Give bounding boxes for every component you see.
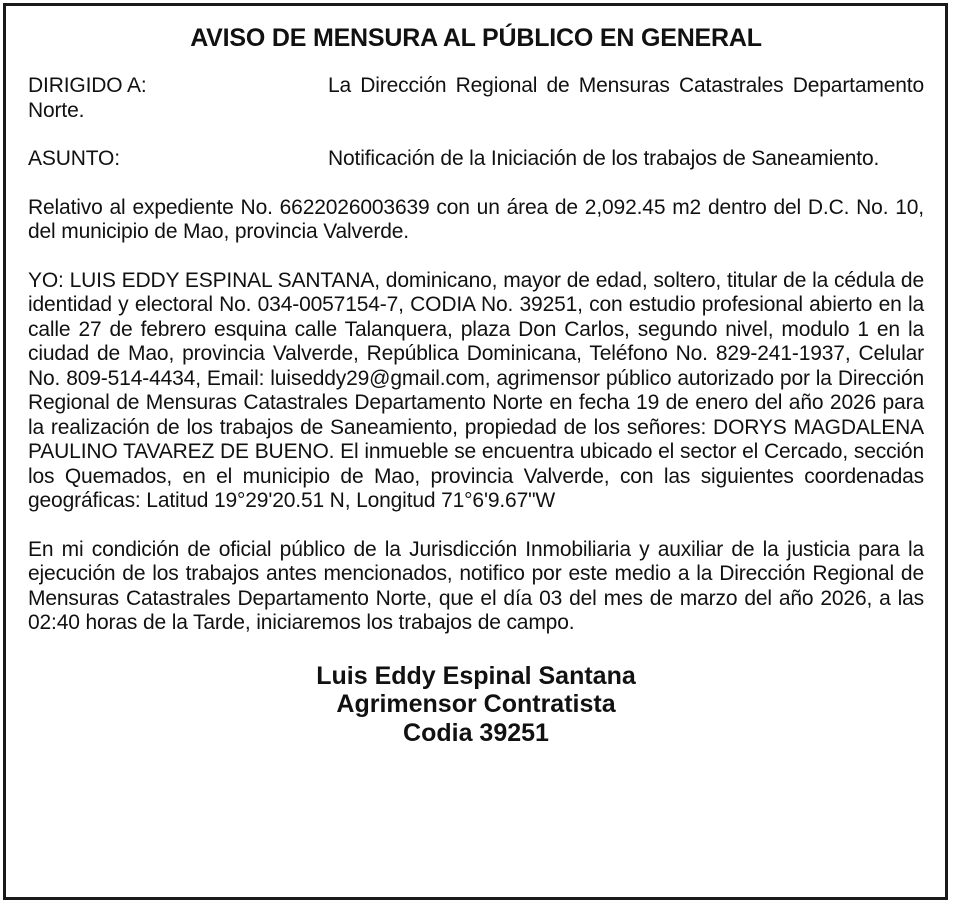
signature-codia: Codia 39251 xyxy=(403,718,549,747)
notice-title: AVISO DE MENSURA AL PÚBLICO EN GENERAL xyxy=(190,24,762,52)
notification-paragraph: En mi condición de oficial público de la Jurisdicción Inmobiliaria y auxiliar de la justicia para la ejecución de los trabajos antes mencionados, notifico por este medio a la Dirección Regional de Mensuras Catastrales Departamento Norte, que el día 03 del mes de marzo del año 2026, a las 02:40 horas de la Tarde, iniciaremos los trabajos de campo. xyxy=(28,537,924,634)
file-reference-paragraph: Relativo al expediente No. 6622026003639 con un área de 2,092.45 m2 dentro del D.C. No. 10, del municipio de Mao, provincia Valverde. xyxy=(28,195,924,243)
signature-name: Luis Eddy Espinal Santana xyxy=(316,661,636,690)
notice-content xyxy=(28,20,924,747)
signature-role: Agrimensor Contratista xyxy=(336,690,616,718)
surveyor-declaration-paragraph: YO: LUIS EDDY ESPINAL SANTANA, dominicano, mayor de edad, soltero, titular de la cédula de identidad y electoral No. 034-0057154-7, CODIA No. 39251, con estudio profesional abierto en la calle 27 de febrero esquina calle Talanquera, plaza Don Carlos, segundo nivel, modulo 1 en la ciudad de Mao, provincia Valverde, República Dominicana, Teléfono No. 829-241-1937, Celular No. 809-514-4434, Email: luiseddy29@gmail.com, agrimensor público autorizado por la Dirección Regional de Mensuras Catastrales Departamento Norte en fecha 19 de enero del año 2026 para la realización de los trabajos de Saneamiento, propiedad de los señores: DORYS MAGDALENA PAULINO TAVAREZ DE BUENO. El inmueble se encuentra ubicado el sector el Cercado, sección los Quemados, en el municipio de Mao, provincia Valverde, con las siguientes coordenadas geográficas: Latitud 19°29'20.51 N, Longitud 71°6'9.67"W xyxy=(28,268,924,512)
subject-line xyxy=(28,147,924,172)
public-notice xyxy=(3,3,948,900)
subject-value: Notificación de la Iniciación de los trabajos de Saneamiento. xyxy=(328,147,880,170)
signature-block xyxy=(28,662,924,748)
addressee-label: DIRIGIDO A: xyxy=(28,74,147,97)
addressee-value: La Dirección Regional de Mensuras Catastrales Departamento Norte. xyxy=(28,74,924,122)
subject-label: ASUNTO: xyxy=(28,147,120,170)
addressee-line xyxy=(28,74,924,123)
